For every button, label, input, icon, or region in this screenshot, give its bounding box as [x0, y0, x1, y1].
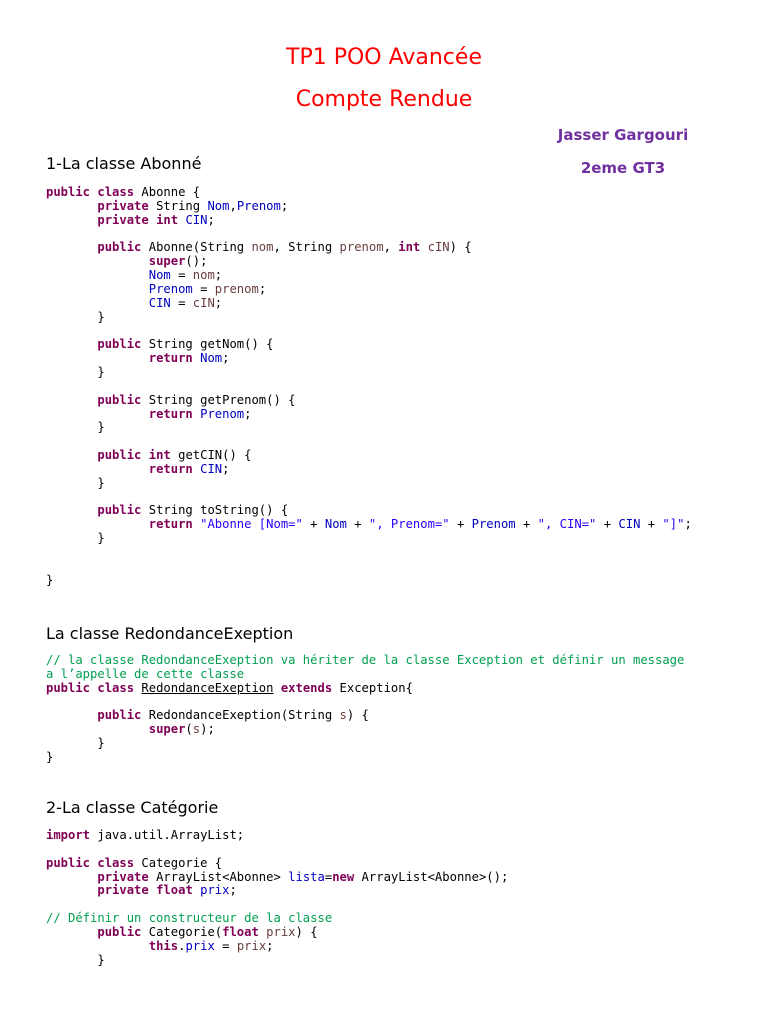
code-text: } [46, 572, 54, 587]
code-line [46, 857, 508, 871]
code-line [46, 532, 692, 546]
code-keyword: public [97, 337, 142, 352]
code-text [46, 517, 149, 531]
code-text: ; [266, 938, 274, 953]
code-line [46, 297, 692, 311]
code-text: } [46, 952, 105, 967]
code-keyword: public [97, 924, 142, 939]
code-comment: // Définir un constructeur de la classe [46, 911, 333, 926]
code-line [46, 421, 692, 435]
code-line [46, 560, 692, 574]
code-text [46, 883, 97, 897]
code-line [46, 546, 692, 560]
code-line [46, 214, 692, 228]
code-field: CIN [200, 461, 223, 476]
code-parameter: prenom [214, 281, 259, 296]
code-line [46, 843, 508, 857]
code-line [46, 574, 692, 588]
code-text: . [178, 938, 186, 953]
code-line [46, 200, 692, 214]
code-keyword: public [97, 708, 142, 723]
code-text [46, 870, 97, 884]
code-text: Categorie { [134, 855, 223, 870]
code-keyword: public [46, 680, 91, 695]
code-keyword: private [97, 883, 149, 898]
code-text: ; [222, 461, 230, 476]
code-line [46, 449, 692, 463]
code-field: Nom [148, 268, 171, 283]
code-text: ; [258, 281, 267, 296]
code-text [149, 883, 156, 897]
code-keyword: import [46, 828, 91, 842]
code-field: Prenom [471, 517, 516, 532]
code-keyword: return [148, 406, 193, 421]
code-text: + [302, 517, 325, 532]
code-keyword: this [148, 938, 179, 953]
code-field: Prenom [148, 281, 193, 296]
code-block-categorie [46, 829, 508, 967]
code-text: ; [280, 198, 289, 213]
code-text [46, 503, 97, 517]
code-text: getCIN() { [170, 448, 252, 463]
code-text [193, 462, 200, 476]
code-text [46, 351, 149, 365]
code-keyword: public [46, 185, 91, 199]
code-line [46, 723, 684, 737]
code-line [46, 518, 692, 532]
code-text: , String [273, 240, 340, 255]
code-text: String toString() { [141, 503, 289, 518]
code-line [46, 241, 692, 255]
code-line [46, 682, 684, 696]
code-keyword: int [398, 240, 421, 255]
code-keyword: class [97, 185, 135, 199]
code-line [46, 668, 684, 682]
code-text [46, 448, 97, 462]
code-text: } [46, 364, 105, 379]
code-parameter: nom [251, 240, 274, 255]
code-line [46, 435, 692, 449]
code-text [193, 351, 200, 365]
code-string: ", Prenom=" [368, 517, 450, 532]
code-line [46, 366, 692, 380]
code-line [46, 504, 692, 518]
code-line [46, 352, 692, 366]
code-line [46, 940, 508, 954]
code-keyword: public [97, 448, 142, 463]
code-text: } [46, 309, 105, 324]
code-line [46, 898, 508, 912]
code-line [46, 737, 684, 751]
code-line [46, 255, 692, 269]
code-line [46, 408, 692, 422]
code-block-redondance [46, 654, 684, 765]
code-keyword: private [97, 198, 149, 213]
code-text: } [46, 531, 105, 546]
code-keyword: private [97, 212, 149, 227]
code-string: "]" [662, 517, 685, 532]
code-line [46, 228, 692, 242]
code-text: String getPrenom() { [141, 392, 296, 407]
code-text: + [515, 517, 538, 532]
code-text: ArrayList<Abonne> [148, 869, 289, 884]
code-field: Prenom [236, 198, 281, 213]
code-text: ; [684, 517, 692, 532]
code-text: ) { [295, 924, 318, 939]
code-text: ; [244, 406, 252, 421]
code-line [46, 477, 692, 491]
code-line [46, 696, 684, 710]
code-text: } [46, 736, 105, 751]
code-text: ArrayList<Abonne>(); [354, 869, 509, 884]
code-field: CIN [185, 212, 208, 227]
code-keyword: return [148, 517, 193, 532]
code-text [46, 240, 97, 254]
code-text: = [214, 938, 237, 953]
code-line [46, 186, 692, 200]
code-string: ", CIN=" [537, 517, 597, 532]
code-text: + [449, 517, 472, 532]
code-field: Prenom [200, 406, 245, 421]
code-text: ) { [346, 708, 369, 723]
section-heading-categorie: 2-La classe Catégorie [46, 798, 219, 817]
code-keyword: public [46, 855, 91, 870]
code-line [46, 380, 692, 394]
code-keyword: float [156, 883, 193, 898]
code-keyword: public [97, 240, 142, 255]
code-text [46, 708, 97, 722]
code-text: String [148, 198, 208, 213]
code-line [46, 269, 692, 283]
code-field: prix [200, 883, 230, 898]
code-text: = [170, 295, 193, 310]
code-text: ; [214, 295, 223, 310]
code-field: CIN [618, 517, 641, 532]
code-text [420, 240, 427, 254]
code-text: , [229, 198, 237, 213]
code-line [46, 926, 508, 940]
code-text: Abonne { [134, 185, 201, 199]
code-text [46, 254, 149, 268]
code-text: ; [222, 351, 230, 366]
code-keyword: class [97, 855, 135, 870]
code-text: + [640, 517, 663, 532]
code-text [193, 517, 200, 531]
document-title: TP1 POO Avancée [286, 45, 482, 70]
code-text: Exception{ [332, 680, 413, 695]
code-field: Nom [207, 198, 230, 213]
code-line [46, 751, 684, 765]
code-text [149, 213, 156, 227]
code-field: lista [288, 869, 325, 884]
code-keyword: return [148, 461, 193, 476]
code-line [46, 463, 692, 477]
code-comment: a l’appelle de cette classe [46, 666, 245, 681]
code-keyword: public [97, 392, 142, 407]
code-line [46, 324, 692, 338]
code-text: ( [185, 722, 193, 737]
code-comment: // la classe RedondanceExeption va hériter de la classe Exception et définir un message [46, 653, 685, 667]
document-subtitle: Compte Rendue [295, 87, 473, 112]
code-text: Categorie( [141, 924, 223, 939]
code-parameter: prenom [339, 240, 384, 255]
code-line [46, 871, 508, 885]
code-keyword: public [97, 503, 142, 518]
code-keyword: return [148, 351, 193, 366]
code-text: } [46, 749, 54, 764]
code-text [46, 337, 97, 351]
code-field: prix [185, 938, 215, 953]
code-field: CIN [148, 295, 171, 310]
code-parameter: cIN [427, 240, 450, 255]
code-parameter: s [339, 708, 347, 723]
code-text [193, 407, 200, 421]
code-text: ; [207, 212, 215, 227]
code-text: = [170, 268, 193, 283]
code-line [46, 954, 508, 968]
code-line [46, 311, 692, 325]
code-line [46, 829, 508, 843]
code-text [46, 939, 149, 953]
code-keyword: class [97, 680, 135, 695]
section-heading-abonne: 1-La classe Abonné [46, 154, 202, 173]
code-text [46, 199, 97, 213]
code-block-abonne [46, 186, 692, 587]
code-text: (); [185, 254, 208, 269]
code-text [46, 282, 149, 296]
code-text: } [46, 420, 105, 435]
code-keyword: new [332, 869, 355, 884]
code-parameter: prix [236, 938, 267, 953]
code-parameter: prix [266, 924, 296, 939]
code-field: Nom [324, 517, 347, 532]
code-keyword: super [148, 254, 186, 269]
author-name: Jasser Gargouri [557, 126, 689, 144]
code-text [46, 268, 149, 282]
code-text [46, 722, 149, 736]
code-text: ; [214, 268, 223, 283]
code-keyword: private [97, 869, 149, 884]
code-text [46, 462, 149, 476]
code-text [46, 407, 149, 421]
code-text [46, 296, 149, 310]
code-text [273, 681, 280, 695]
code-text: Abonne(String [141, 240, 252, 255]
code-text: + [596, 517, 619, 532]
code-text: RedondanceExeption(String [141, 708, 340, 723]
code-text: = [192, 281, 215, 296]
code-text: String getNom() { [141, 337, 274, 352]
code-text: = [324, 869, 333, 884]
code-text [46, 213, 97, 227]
code-keyword: int [148, 448, 171, 463]
code-field: Nom [200, 351, 223, 366]
code-parameter: cIN [192, 295, 215, 310]
code-line [46, 654, 684, 668]
code-line [46, 338, 692, 352]
code-keyword: int [156, 212, 179, 227]
code-text: ; [229, 883, 237, 898]
code-string: "Abonne [Nom=" [200, 517, 303, 532]
code-line [46, 394, 692, 408]
code-text: , [383, 240, 399, 255]
code-keyword: float [222, 924, 259, 939]
code-parameter: nom [192, 268, 215, 283]
code-line [46, 283, 692, 297]
code-line [46, 709, 684, 723]
code-text [141, 448, 148, 462]
code-line [46, 912, 508, 926]
code-parameter: s [192, 722, 201, 737]
author-class: 2eme GT3 [580, 159, 666, 177]
code-line [46, 884, 508, 898]
section-heading-redondance: La classe RedondanceExeption [46, 624, 294, 643]
code-text: java.util.ArrayList; [90, 828, 245, 842]
code-text: ) { [449, 240, 472, 255]
code-class-name: RedondanceExeption [141, 680, 274, 695]
code-text [46, 925, 97, 939]
code-text: + [346, 517, 369, 532]
code-text [46, 393, 97, 407]
code-text: } [46, 475, 105, 490]
code-line [46, 491, 692, 505]
code-text: ); [200, 722, 215, 737]
code-keyword: super [148, 722, 186, 737]
code-keyword: extends [280, 680, 333, 695]
